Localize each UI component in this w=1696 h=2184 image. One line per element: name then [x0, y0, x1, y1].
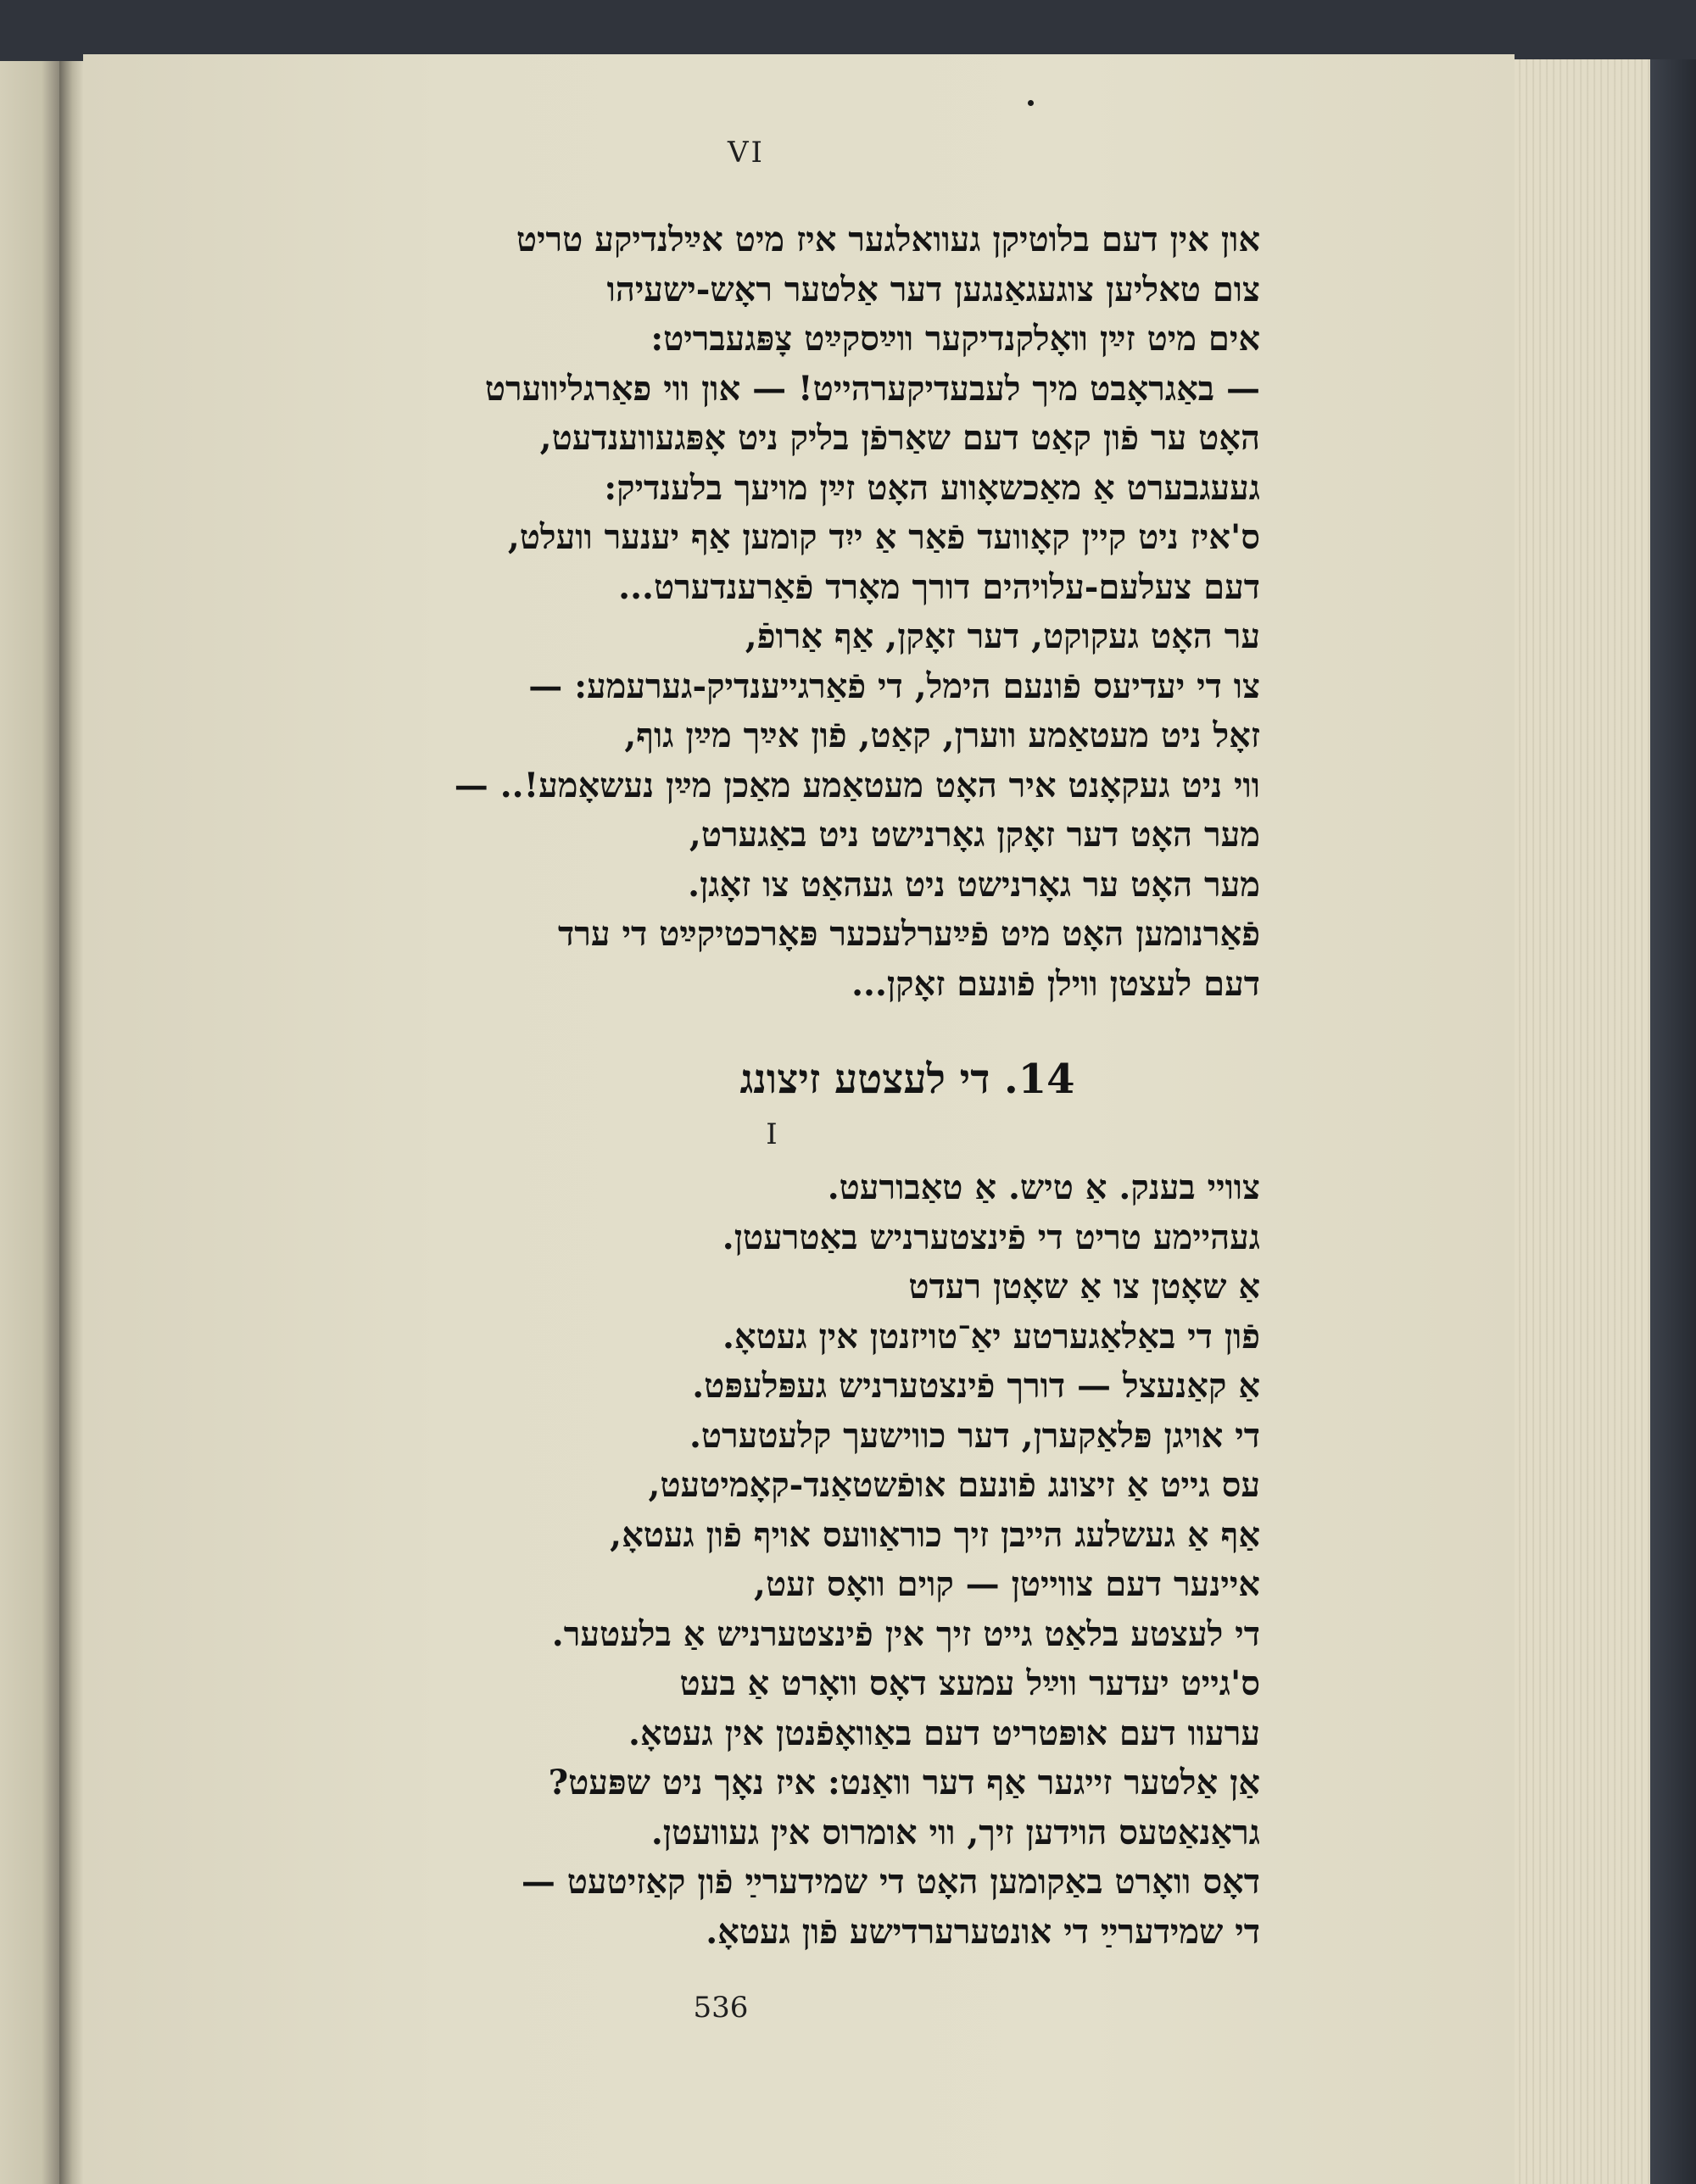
poem-line: איינער דעם צווייטן — קוים וואָס זעט, — [754, 1564, 1260, 1604]
poem-line: זאָל ניט מעטאַמע ווערן, קאַט, פֿון אײַך מײַן גוף, — [624, 716, 1260, 755]
back-cover-edge — [1650, 59, 1696, 2184]
poem-line: דאָס וואָרט באַקומען האָט די שמידערײַ פֿון קאַזיטעט — — [521, 1862, 1260, 1902]
book-gutter — [59, 61, 83, 2184]
poem-line: אַן אַלטער זייגער אַף דער וואַנט: איז נאָך ניט שפּעט? — [548, 1763, 1260, 1802]
poem-line: ער האָט געקוקט, דער זאָקן, אַף אַרופֿ, — [745, 616, 1260, 656]
poem-line: אַ קאַנעצל — דורך פֿינצטערניש געפּלעפּט. — [692, 1366, 1260, 1406]
poem-line: ס'גייט יעדער ווײַל עמעצ דאָס וואָרט אַ בעט — [679, 1663, 1260, 1703]
poem-line: ווי ניט געקאָנט איר האָט מעטאַמע מאַכן מײַן נעשאָמע!.. — — [454, 765, 1260, 805]
poem-line: געעגבערט אַ מאַכשאָווע האָט זײַן מויעך בלענדיק: — [604, 467, 1260, 508]
poem-line: געהיימע טריט די פֿינצטערניש באַטרעטן. — [722, 1217, 1260, 1257]
poem-line: מער האָט ער גאָרנישט ניט געהאַט צו זאָגן. — [688, 864, 1260, 905]
page-header-numeral: VI — [728, 136, 765, 170]
poem-line: ס'איז ניט קיין קאָוועד פֿאַר אַ ייִד קומען אַף יענער וועלט, — [507, 517, 1260, 557]
poem-line: די שמידערײַ די אונטערערדישע פֿון געטאָ. — [706, 1911, 1260, 1952]
poem-line: אַ שאָטן צו אַ שאָטן רעדט — [908, 1267, 1260, 1306]
poem-line: — באַגראָבט מיך לעבעדיקערהייט! — און ווי פאַרגליווערט — [484, 368, 1260, 409]
poem-part-1 — [243, 215, 1260, 1009]
page-stack-edge — [1515, 59, 1650, 2184]
poem-line: ערעוו דעם אופּטריט דעם באַוואָפֿנטן אין געטאָ. — [628, 1713, 1260, 1753]
poem-line: פֿאַרנומען האָט מיט פֿײַערלעכער פּאָרכטיקײַט די ערד — [558, 914, 1260, 954]
poem-line: אים מיט זײַן װאָלקנדיקער װײַסקײַט צָפּגעבריט: — [650, 319, 1260, 359]
left-page-edge — [0, 61, 59, 2184]
poem-line: אַף אַ געשלעג הייבן זיך כוראַוועס אויף פֿון געטאָ, — [610, 1514, 1260, 1555]
poem-line: צום טאליען צוגעגאַנגען דער אַלטער ראָש-ישעיהו — [606, 269, 1260, 309]
page-number: 536 — [693, 1991, 749, 2025]
poem-line: האָט ער פֿון קאַט דעם שאַרפֿן בליק ניט אָפּגעווענדעט, — [539, 418, 1260, 458]
poem-line: צו די יעדיעס פֿונעם הימל, די פֿאַרגייענדיק-גערעמע: — — [528, 666, 1260, 706]
section-title: 14. די לעצטע זיצונג — [739, 1056, 1075, 1103]
poem-line: דעם צעלעם-עלויהים דורך מאָרד פֿאַרענדערט... — [618, 566, 1260, 607]
ink-dot-mark — [1028, 100, 1034, 106]
poem-line: עס גייט אַ זיצונג פֿונעם אופֿשטאַנד-קאָמיטעט, — [648, 1465, 1260, 1505]
poem-line: צוויי בענק. אַ טיש. אַ טאַבורעט. — [827, 1167, 1260, 1207]
poem-line: די לעצטע בלאַט גייט זיך אין פֿינצטערניש אַ בלעטער. — [551, 1613, 1260, 1654]
poem-line: די אויגן פּלאַקערן, דער כווישעך קלעטערט. — [689, 1415, 1260, 1456]
section-subtitle: I — [766, 1117, 778, 1151]
poem-line: מער האָט דער זאָקן גאָרנישט ניט באַגערט, — [689, 815, 1260, 855]
poem-part-2 — [243, 1163, 1260, 1957]
poem-line: דעם לעצטן ווילן פֿונעם זאָקן... — [851, 963, 1260, 1004]
poem-line: גראַנאַטעס הוידען זיך, ווי אומרוס אין געוועטן. — [650, 1812, 1260, 1852]
poem-line: און אין דעם בלוטיקן געוואלגער איז מיט אײַלנדיקע טריט — [516, 220, 1260, 259]
poem-line: פֿון די באַלאַגערטע יאַ־טויזנטן אין געטאָ. — [722, 1316, 1260, 1357]
